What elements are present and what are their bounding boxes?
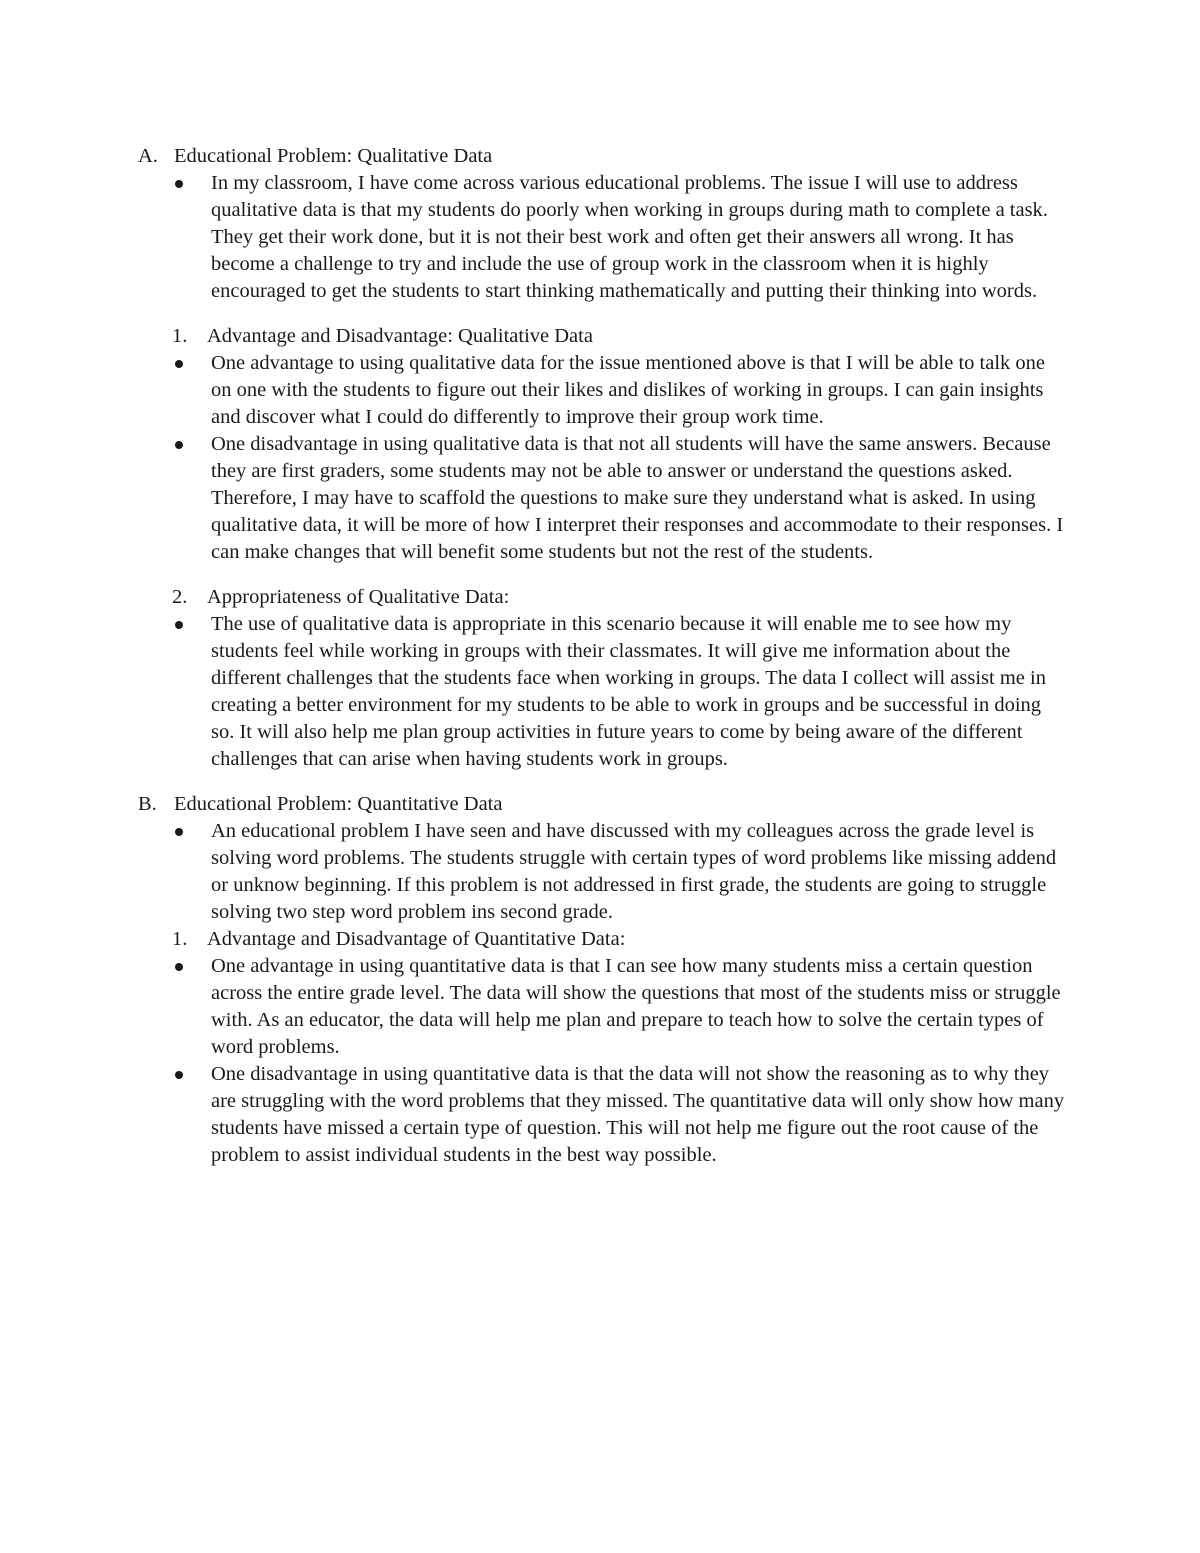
section-b-heading [138, 791, 1068, 818]
section-b-sub-1-bullet-2 [138, 1061, 1068, 1169]
section-b-sub-1-bullet-2-text: One disadvantage in using quantitative data is that the data will not show the reasoning as to why they are struggling with the word problems that they missed. The quantitative data will only show how many students have missed a certain type of question. This will not help me figure out the root cause of the problem to assist individual students in the best way possible. [211, 1063, 1065, 1166]
section-a-sub-1-title: Advantage and Disadvantage: Qualitative Data [207, 325, 593, 347]
section-a-sub-1-marker: 1. [172, 325, 188, 347]
section-a-sub-1-heading [138, 323, 1068, 350]
bullet-icon [175, 360, 183, 368]
section-a-title: Educational Problem: Qualitative Data [174, 145, 493, 167]
section-a-bullet-1-text: In my classroom, I have come across various educational problems. The issue I will use to address qualitative data is that my students do poorly when working in groups during math to complete a task. They get their work done, but it is not their best work and often get their answers all wrong. It has become a challenge to try and include the use of group work in the classroom when it is highly encouraged to get the students to start thinking mathematically and putting their thinking into words. [211, 172, 1048, 302]
section-a-sub-2-bullet-1-text: The use of qualitative data is appropriate in this scenario because it will enable me to see how my students feel while working in groups with their classmates. It will give me information about the different challenges that the students face when working in groups. The data I collect will assist me in creating a better environment for my students to be able to work in groups and be successful in doing so. It will also help me plan group activities in future years to come by being aware of the different challenges that can arise when having students work in groups. [211, 613, 1046, 770]
section-a-sub-1-bullet-2-text: One disadvantage in using qualitative data is that not all students will have the same answers. Because they are first graders, some students may not be able to answer or understand the questions asked. Therefore, I may have to scaffold the questions to make sure they understand what is asked. In using qualitative data, it will be more of how I interpret their responses and accommodate to their responses. I can make changes that will benefit some students but not the rest of the students. [211, 433, 1064, 563]
section-a-sub-2-marker: 2. [172, 586, 188, 608]
section-a-sub-2-heading [138, 584, 1068, 611]
bullet-icon [175, 621, 183, 629]
section-a-sub-2-title: Appropriateness of Qualitative Data: [207, 586, 510, 608]
bullet-icon [175, 1071, 183, 1079]
bullet-icon [175, 441, 183, 449]
section-b-title: Educational Problem: Quantitative Data [174, 793, 503, 815]
section-b-sub-1-marker: 1. [172, 928, 188, 950]
section-b-sub-1-bullet-1 [138, 953, 1068, 1061]
section-b-sub-1-title: Advantage and Disadvantage of Quantitative Data: [207, 928, 626, 950]
section-a-marker: A. [138, 145, 158, 167]
document-body [138, 143, 1068, 1169]
section-a-bullet-1 [138, 170, 1068, 305]
bullet-icon [175, 828, 183, 836]
bullet-icon [175, 180, 183, 188]
section-b-marker: B. [138, 793, 157, 815]
section-b-bullet-1 [138, 818, 1068, 926]
section-a-sub-1-bullet-1 [138, 350, 1068, 431]
section-b-sub-1-heading [138, 926, 1068, 953]
section-a-sub-1-bullet-1-text: One advantage to using qualitative data for the issue mentioned above is that I will be able to talk one on one with the students to figure out their likes and dislikes of working in groups. I can gain insights and discover what I could do differently to improve their group work time. [211, 352, 1045, 428]
section-b-bullet-1-text: An educational problem I have seen and have discussed with my colleagues across the grade level is solving word problems. The students struggle with certain types of word problems like missing addend or unknow beginning. If this problem is not addressed in first grade, the students are going to struggle solving two step word problem ins second grade. [211, 820, 1057, 923]
section-b-sub-1-bullet-1-text: One advantage in using quantitative data is that I can see how many students miss a certain question across the entire grade level. The data will show the questions that most of the students miss or struggle with. As an educator, the data will help me plan and prepare to teach how to solve the certain types of word problems. [211, 955, 1061, 1058]
section-a-sub-2-bullet-1 [138, 611, 1068, 773]
section-a-heading [138, 143, 1068, 170]
bullet-icon [175, 963, 183, 971]
section-a-sub-1-bullet-2 [138, 431, 1068, 566]
